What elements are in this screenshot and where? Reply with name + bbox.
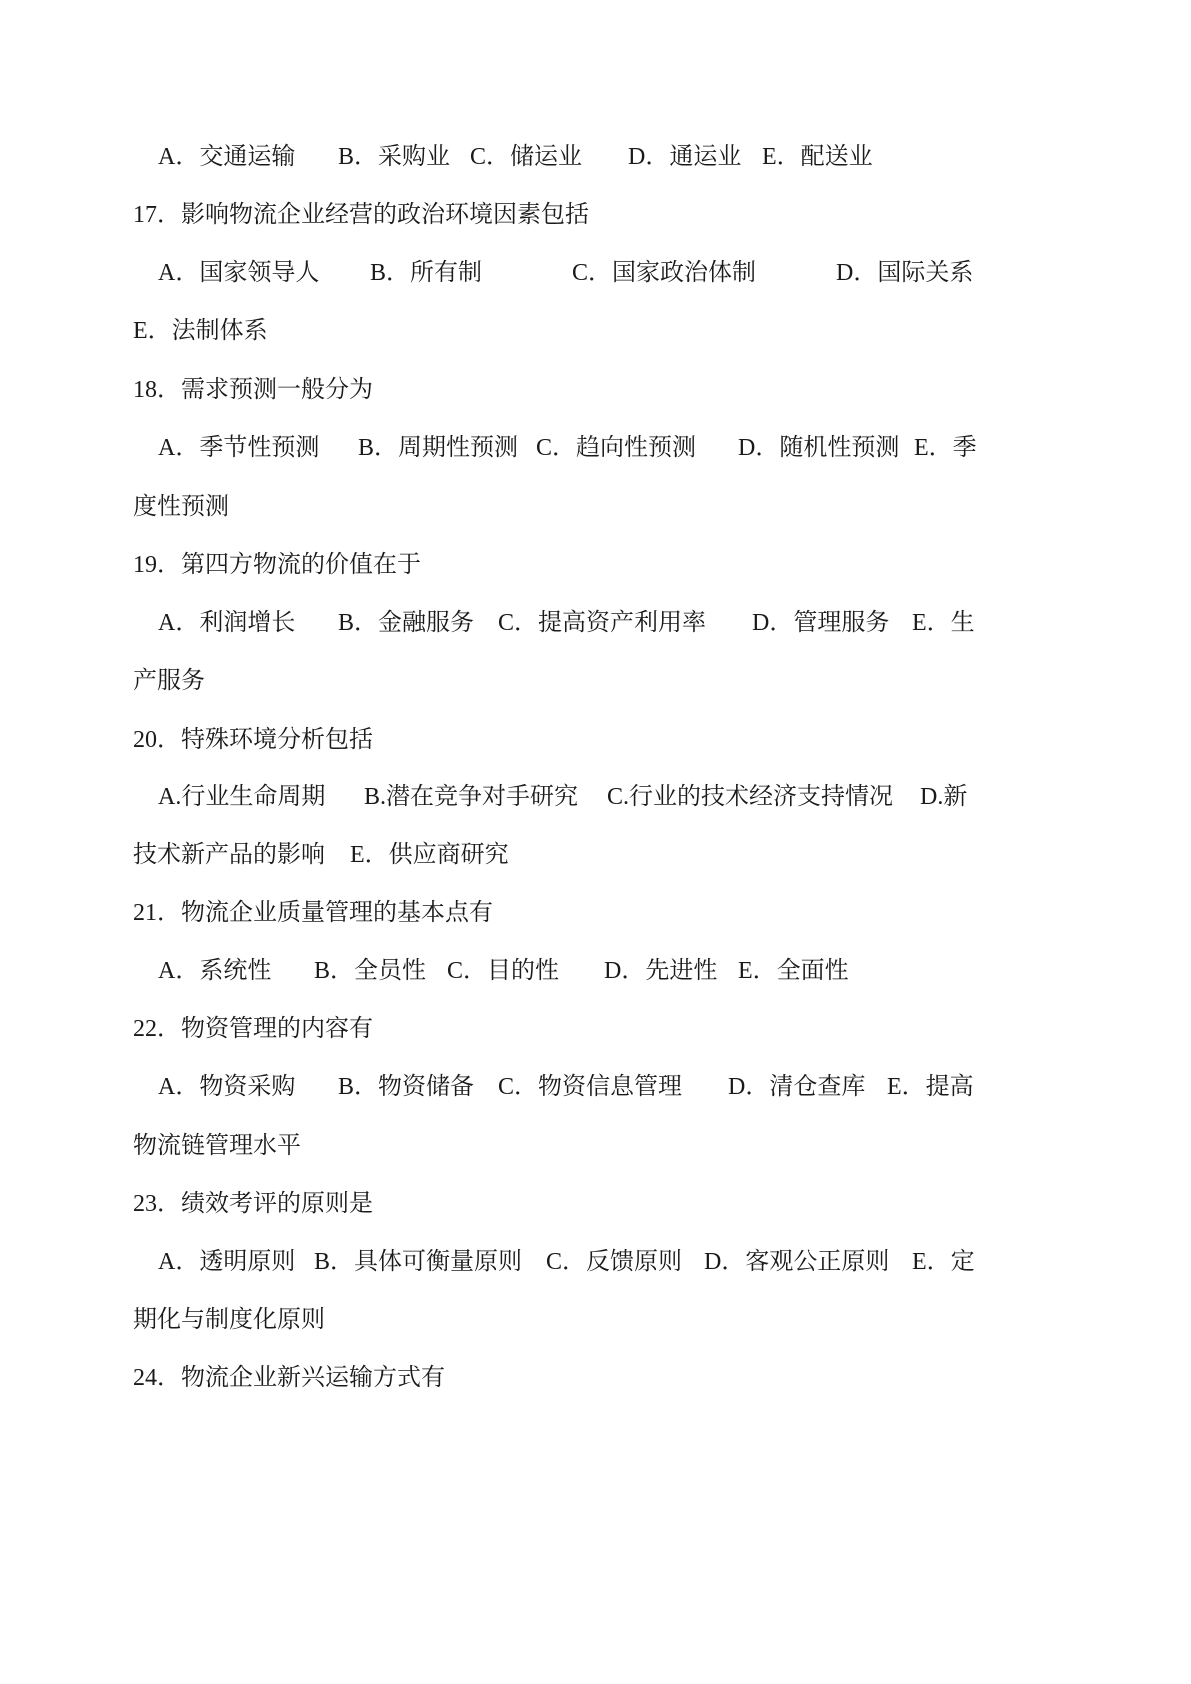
option-continuation: 物流链管理水平 xyxy=(133,1133,301,1159)
question-stem: 第四方物流的价值在于 xyxy=(181,552,421,578)
option: E．全面性 xyxy=(738,958,849,984)
question-number: 22． xyxy=(133,1016,181,1042)
option-continuation: 期化与制度化原则 xyxy=(133,1307,325,1333)
option: B．采购业 xyxy=(338,144,451,170)
option: B．所有制 xyxy=(370,260,483,286)
option: E．生 xyxy=(912,610,975,636)
option: C．趋向性预测 xyxy=(536,435,697,461)
option: A．国家领导人 xyxy=(158,260,320,286)
question-stem: 物资管理的内容有 xyxy=(181,1016,373,1042)
option: C．目的性 xyxy=(447,958,560,984)
question-stem-line xyxy=(0,711,1191,769)
option: E．定 xyxy=(912,1249,975,1275)
options-line xyxy=(0,594,1191,652)
options-line xyxy=(0,768,1191,826)
option: B．金融服务 xyxy=(338,610,475,636)
option: B．周期性预测 xyxy=(358,435,519,461)
option: C．物资信息管理 xyxy=(498,1074,683,1100)
question-number: 19． xyxy=(133,552,181,578)
options-line xyxy=(0,302,1191,360)
option: A.行业生命周期 xyxy=(158,784,326,810)
question-stem-line xyxy=(0,1000,1191,1058)
question-number: 17． xyxy=(133,202,181,228)
question-stem: 物流企业新兴运输方式有 xyxy=(181,1365,445,1391)
carryover-options-line xyxy=(0,128,1191,186)
option: C．储运业 xyxy=(470,144,583,170)
option: C．国家政治体制 xyxy=(572,260,757,286)
option: B．具体可衡量原则 xyxy=(314,1249,523,1275)
question-stem-line xyxy=(0,536,1191,594)
question-stem-line xyxy=(0,361,1191,419)
option: D．通运业 xyxy=(628,144,742,170)
option: D.新 xyxy=(920,784,968,810)
option: C．提高资产利用率 xyxy=(498,610,707,636)
question-stem-line xyxy=(0,884,1191,942)
option: A．季节性预测 xyxy=(158,435,320,461)
option-continuation: 产服务 xyxy=(133,668,205,694)
question-number: 18． xyxy=(133,377,181,403)
options-line xyxy=(0,1058,1191,1116)
question-number: 21． xyxy=(133,900,181,926)
question-stem-line xyxy=(0,186,1191,244)
option: B．物资储备 xyxy=(338,1074,475,1100)
option: A．透明原则 xyxy=(158,1249,296,1275)
option: E．季 xyxy=(914,435,977,461)
option: E．提高 xyxy=(887,1074,974,1100)
option: A．系统性 xyxy=(158,958,272,984)
options-line xyxy=(0,826,1191,884)
option: D．客观公正原则 xyxy=(704,1249,890,1275)
options-line xyxy=(0,942,1191,1000)
option: D．清仓查库 xyxy=(728,1074,866,1100)
option: B．全员性 xyxy=(314,958,427,984)
options-line xyxy=(0,1117,1191,1175)
option: E．配送业 xyxy=(762,144,873,170)
option-continuation: 度性预测 xyxy=(133,494,229,520)
question-stem: 需求预测一般分为 xyxy=(181,377,373,403)
option: D．先进性 xyxy=(604,958,718,984)
option: A．利润增长 xyxy=(158,610,296,636)
question-stem: 绩效考评的原则是 xyxy=(181,1191,373,1217)
question-number: 20． xyxy=(133,727,181,753)
option: E．供应商研究 xyxy=(350,842,509,868)
question-stem-line xyxy=(0,1349,1191,1407)
question-number: 23． xyxy=(133,1191,181,1217)
option: E．法制体系 xyxy=(133,318,268,344)
option: D．随机性预测 xyxy=(738,435,900,461)
options-line xyxy=(0,244,1191,302)
option-continuation: 技术新产品的影响 xyxy=(133,842,325,868)
options-line xyxy=(0,419,1191,477)
question-stem: 影响物流企业经营的政治环境因素包括 xyxy=(181,202,589,228)
option: D．管理服务 xyxy=(752,610,890,636)
question-stem: 特殊环境分析包括 xyxy=(181,727,373,753)
option: B.潜在竞争对手研究 xyxy=(364,784,579,810)
question-number: 24． xyxy=(133,1365,181,1391)
option: D．国际关系 xyxy=(836,260,974,286)
options-line xyxy=(0,1233,1191,1291)
question-stem-line xyxy=(0,1175,1191,1233)
options-line xyxy=(0,1291,1191,1349)
question-stem: 物流企业质量管理的基本点有 xyxy=(181,900,493,926)
options-line xyxy=(0,478,1191,536)
option: C.行业的技术经济支持情况 xyxy=(607,784,894,810)
option: A．物资采购 xyxy=(158,1074,296,1100)
option: A．交通运输 xyxy=(158,144,296,170)
option: C．反馈原则 xyxy=(546,1249,683,1275)
options-line xyxy=(0,652,1191,710)
